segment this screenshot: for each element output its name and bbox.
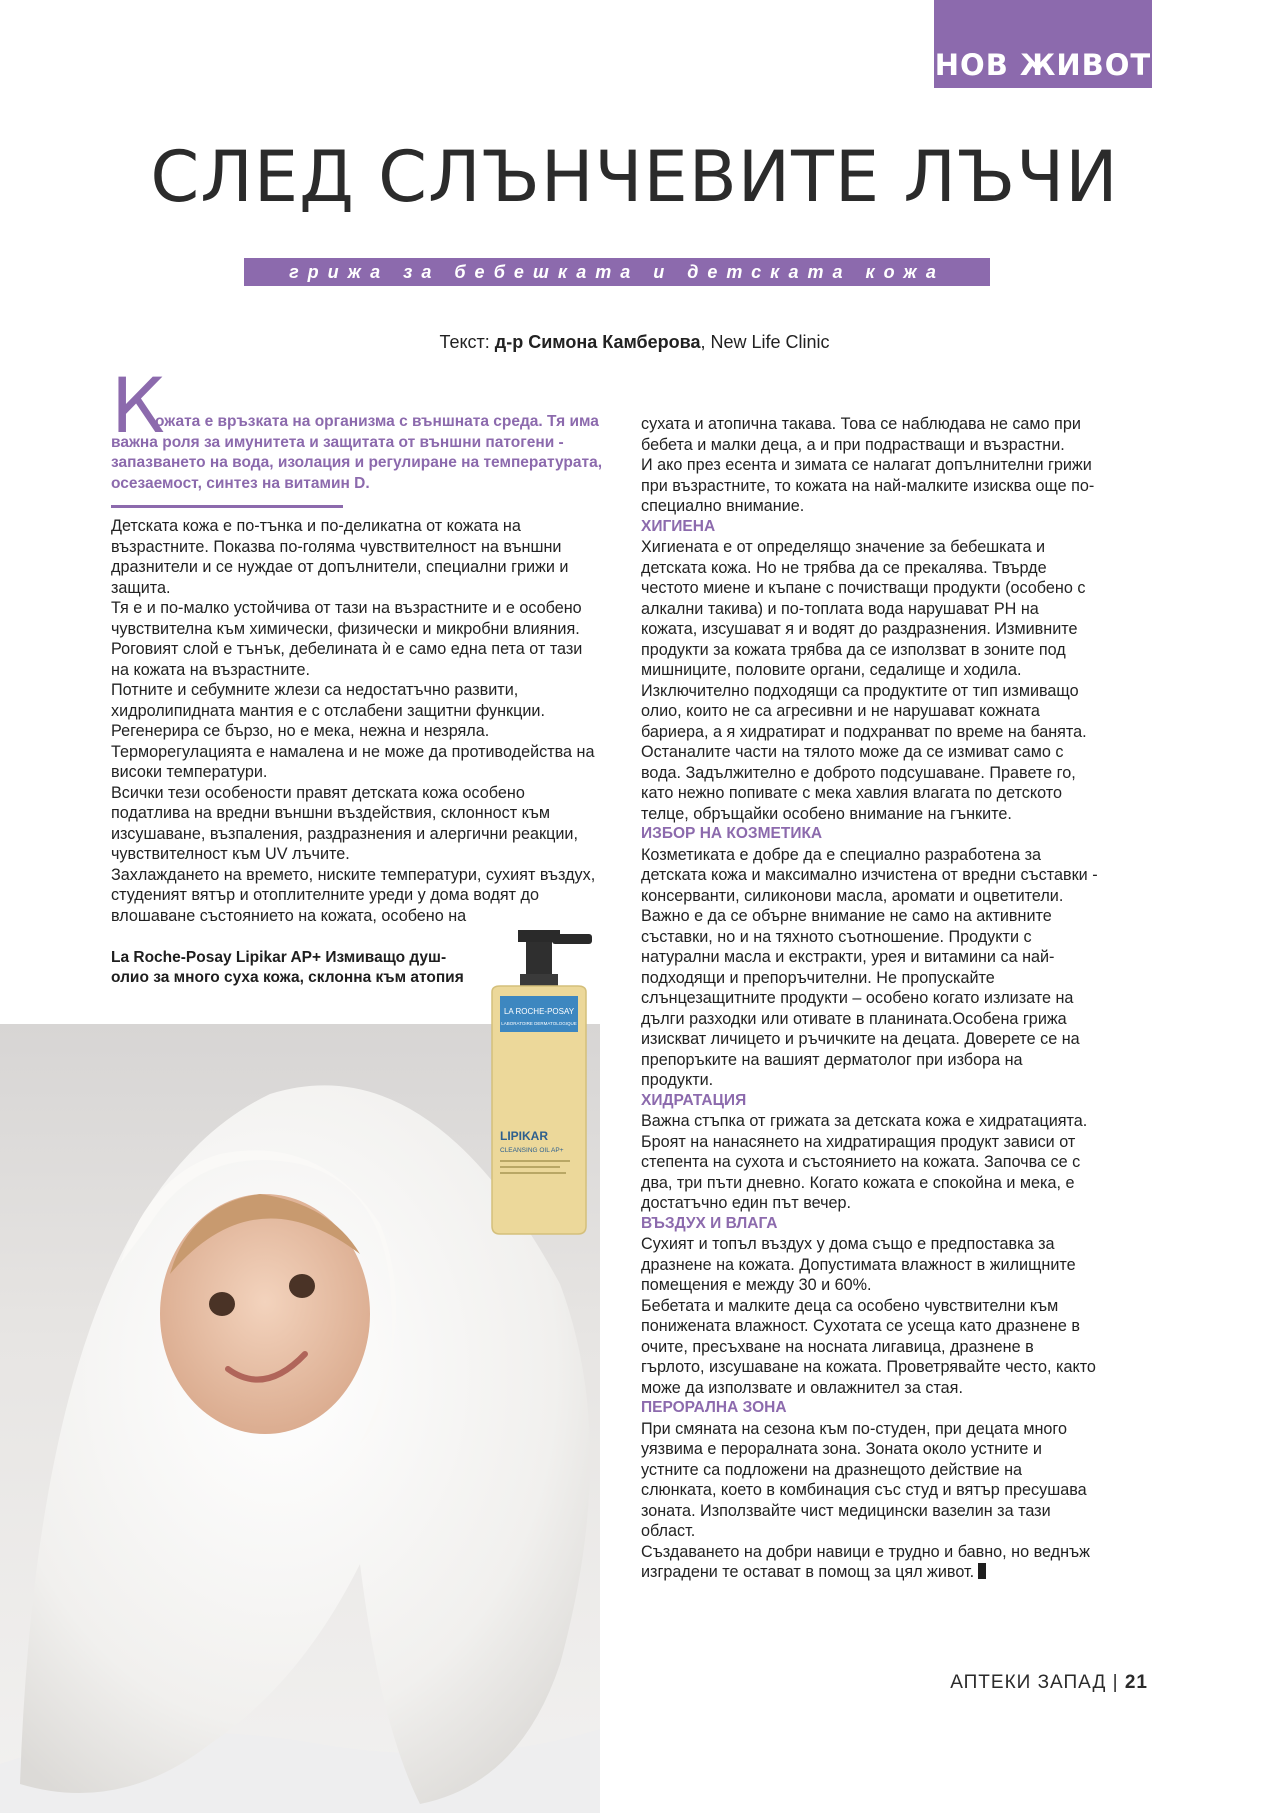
right-paragraph: Бебетата и малките деца са особено чувствителни към понижената влажност. Сухотата се усеща като дразнене в очите, пресъхване на носната лигавица, дразнене в гърлото, изсушаване на кожата. Проветрявайте често, както може да използвате и овлажнител за стая. xyxy=(641,1296,1096,1397)
bottle-name: LIPIKAR xyxy=(500,1129,548,1143)
bottle-variant: CLEANSING OIL AP+ xyxy=(500,1147,564,1154)
right-paragraph: При смяната на сезона към по-студен, при децата много уязвима е пероралната зона. Зоната около устните и устните са подложени на дразнещото действие на слюнката, което в комбинация със студ и вятър пресушава зоната. Използвайте чист медицински вазелин за тази област. xyxy=(641,1419,1087,1540)
footer-separator: | xyxy=(1112,1672,1119,1693)
right-paragraph: сухата и атопична такава. Това се наблюдава не само при бебета и малки деца, а и при подрастващи и възрастни. xyxy=(641,415,1081,454)
footer-magazine: АПТЕКИ ЗАПАД xyxy=(950,1672,1107,1693)
bottle-sub: LABORATOIRE DERMATOLOGIQUE xyxy=(501,1021,577,1026)
byline-author: д-р Симона Камберова xyxy=(494,332,701,352)
left-paragraph: Тя е и по-малко устойчива от тази на възрастните и е особено чувствителна към химически, физически и микробни влияния. Роговият слой е тънък, дебелината ѝ е само една пета от тази на кожата на възрастните. xyxy=(111,599,583,679)
page-footer xyxy=(950,1672,1148,1694)
byline-affiliation: , New Life Clinic xyxy=(700,332,830,352)
product-caption: La Roche-Posay Lipikar AP+ Измиващо душ-олио за много суха кожа, склонна към атопия xyxy=(111,949,464,986)
end-of-article-mark xyxy=(978,1563,986,1579)
lead-first-line: ожата е връзката на организма с външната среда. xyxy=(155,413,543,430)
final-text: Създаването на добри навици е трудно и бавно, но веднъж изградени те остават в помощ за цял живот. xyxy=(641,1542,1090,1581)
heading-perioral-zone: ПЕРОРАЛНА ЗОНА xyxy=(641,1399,787,1416)
heading-cosmetics: ИЗБОР НА КОЗМЕТИКА xyxy=(641,825,823,842)
right-paragraph: И ако през есента и зимата се налагат допълнителни грижи при възрастните, то кожата на най-малките изисква още по-специално внимание. xyxy=(641,456,1095,515)
section-tab-label: НОВ ЖИВОТ xyxy=(934,48,1152,82)
heading-air-humidity: ВЪЗДУХ И ВЛАГА xyxy=(641,1214,778,1232)
product-bottle-image xyxy=(478,930,600,1236)
right-paragraph: Хигиената е от определящо значение за бебешката и детската кожа. Но не трябва да се прекалява. Твърде честото миене и къпане с почистващи продукти (особено с алкални такива) и по-топлата вода нарушават PH на кожата, изсушават я и водят до раздразнения. Измивните продукти за кожата трябва да се използват в зоните под мишниците, половите органи, седалище и ходила. Изключително подходящи са продуктите от тип измиващо олио, които не са агресивни и не нарушават кожната бариера, а я хидратират и подхранват по време на банята. Останалите части на тялото може да се измиват само с вода. Задължително е доброто подсушаване. Правете го, като нежно попивате с мека хавлия влагата по детското телце, обръщайки особено внимание на гънките. xyxy=(641,538,1087,823)
lead-rest: Тя има важна роля за имунитета и защитата от външни патогени - запазването на вода, изолация и регулиране на температурата, осезаемост, синтез на витамин D. xyxy=(111,413,603,492)
heading-hydration: ХИДРАТАЦИЯ xyxy=(641,1091,747,1109)
right-paragraph: Козметиката е добре да е специално разработена за детската кожа и максимално изчистена от вредни съставки - консерванти, силиконови масла, аромати и оцветители. Важно е да се обърне внимание не само на активните съставки, но и на тяхното съотношение. Продукти с натурални масла и екстракти, урея и витамини са най-подходящи и препоръчителни. Не пропускайте слънцезащитните продукти – особено когато излизате на дълги разходки или отивате в планината.Особена грижа изискват личицето и ръчичките на децата. Доверете се на препоръките на вашият дерматолог при избора на продукти. xyxy=(641,845,1098,1089)
heading-hygiene: ХИГИЕНА xyxy=(641,517,716,535)
lead-divider xyxy=(111,505,343,508)
left-paragraph: Захлаждането на времето, ниските температури, сухият въздух, студеният вятър и отоплителните уреди у дома водят до влошаване състоянието на кожата, особено на xyxy=(111,865,596,925)
lead-text xyxy=(111,412,611,494)
left-paragraph: Потните и себумните жлези са недостатъчно развити, хидролипидната мантия е с отслабени защитни функции. Регенерира се бързо, но е мека, нежна и незряла. Терморегулацията е намалена и не може да противодейства на високи температури. xyxy=(111,681,595,781)
subtitle-text: грижа за бебешката и детската кожа xyxy=(289,261,945,282)
byline xyxy=(0,332,1269,353)
drop-cap: К xyxy=(111,361,165,450)
article-title: СЛЕД СЛЪНЧЕВИТЕ ЛЪЧИ xyxy=(150,136,1119,218)
byline-prefix: Текст: xyxy=(439,332,490,352)
left-paragraph: Всички тези особености правят детската кожа особено податлива на вредни външни въздействия, склонност към изсушаване, възпаления, раздразнения и алергични реакции, чувствителност към UV лъчите. xyxy=(111,783,578,863)
right-paragraph: Важна стъпка от грижата за детската кожа е хидратацията. Броят на нанасянето на хидратиращия продукт зависи от степента на сухота и състоянието на кожата. Започва се с два, три пъти дневно. Когато кожата е спокойна и мека, е достатъчно един път вечер. xyxy=(641,1112,1088,1212)
subtitle-bar xyxy=(244,258,990,286)
bottle-brand: LA ROCHE-POSAY xyxy=(503,1007,575,1016)
left-column xyxy=(111,516,599,926)
right-column xyxy=(641,414,1099,1583)
left-paragraph: Детската кожа е по-тънка и по-деликатна от кожата на възрастните. Показва по-голяма чувствителност на външни дразнители и се нуждае от допълнители, специални грижи и защита. xyxy=(111,517,569,597)
section-tab xyxy=(934,0,1152,88)
right-paragraph-final xyxy=(641,1542,1099,1583)
right-paragraph: Сухият и топъл въздух у дома също е предпоставка за дразнене на кожата. Допустимата влажност в жилищните помещения е между 30 и 60%. xyxy=(641,1235,1076,1294)
page-number: 21 xyxy=(1124,1672,1148,1693)
